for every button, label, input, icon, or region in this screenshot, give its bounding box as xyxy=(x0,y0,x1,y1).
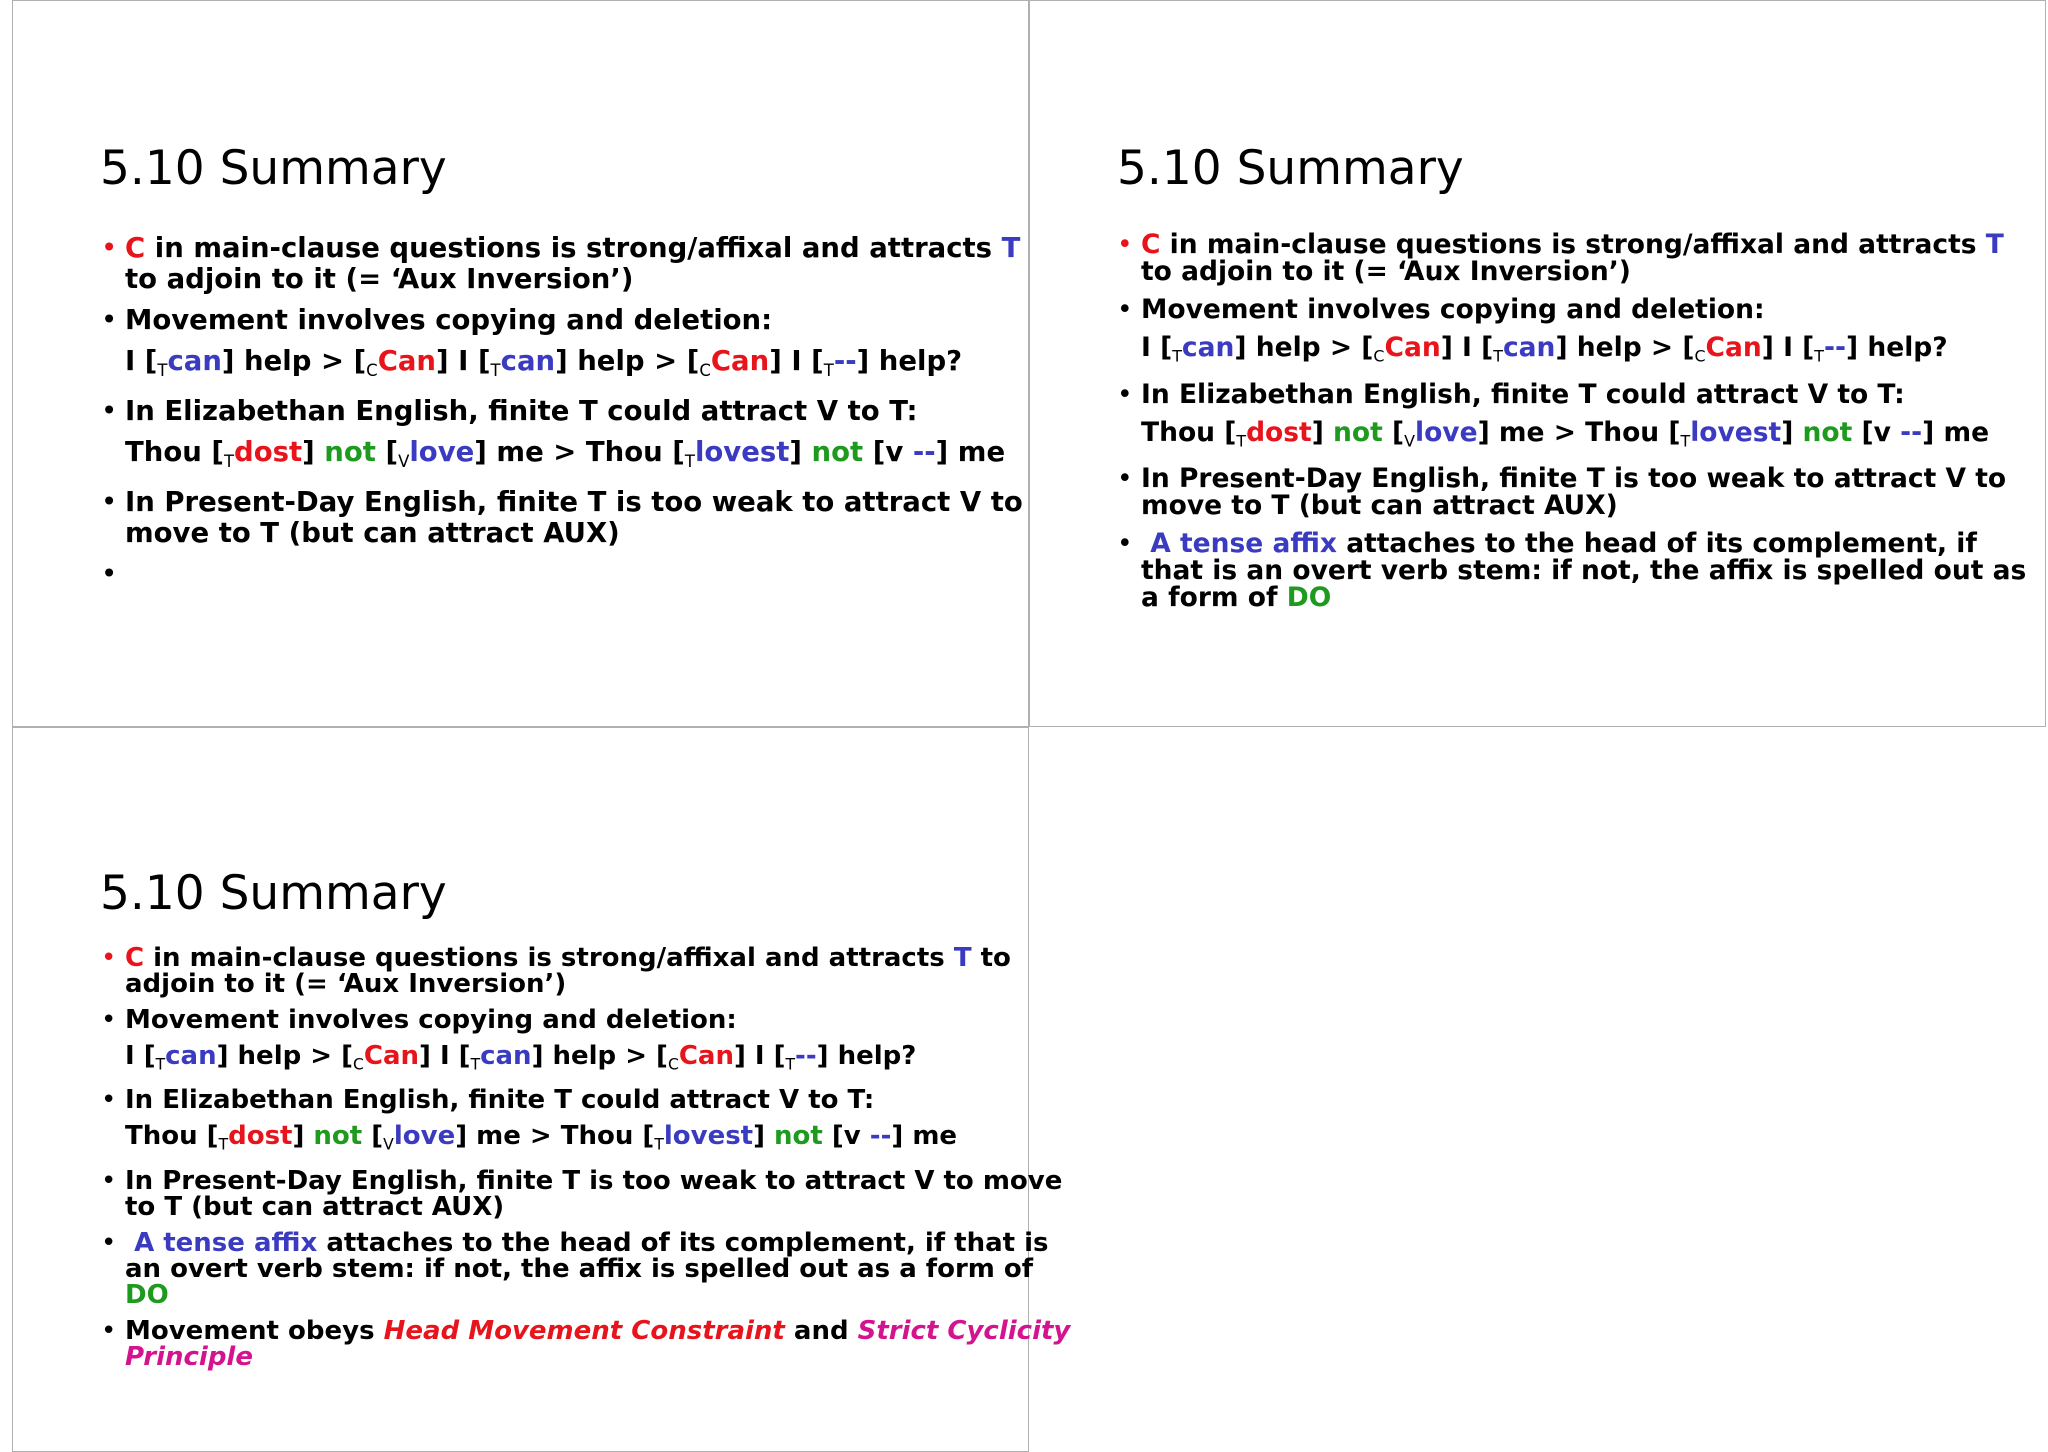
bullet-empty xyxy=(101,559,1023,590)
example-can-help: I $[_Tcan]$ help > $[_CCan]$ I $[_Tcan]$ help > $[_CCan]$ I $[_T--]$ help? xyxy=(1141,332,1948,366)
bullet-aux-inversion: • C in main-clause questions is strong/affixal and attracts T to adjoin to it (= ‘Aux Inversion’) xyxy=(101,945,1070,997)
slide-body xyxy=(101,233,1023,590)
example-can-help: I $[_Tcan]$ help > $[_CCan]$ I $[_Tcan]$ help > $[_CCan]$ I $[_T--]$ help? xyxy=(125,1041,917,1074)
slide-title: 5.10 Summary xyxy=(100,866,447,921)
bullet-movement: • Movement involves copying and deletion: xyxy=(101,305,1023,336)
bullet-movement-obeys: • Movement obeys Head Movement Constraint and Strict Cyclicity Principle xyxy=(101,1318,1070,1370)
bullet-movement: • Movement involves copying and deletion: xyxy=(101,1007,1070,1033)
t-label: T xyxy=(1001,232,1021,264)
bullet-movement: • Movement involves copying and deletion: xyxy=(1117,296,2026,323)
bullet-elizabethan: • In Elizabethan English, finite T could attract V to T: xyxy=(101,1087,1070,1113)
bullet-aux-inversion: • C in main-clause questions is strong/affixal and attracts T to adjoin to it (= ‘Aux Inversion’) xyxy=(1117,231,2026,285)
bullet-tense-affix: • A tense affix attaches to the head of its complement, if that is an overt verb stem: if not, the affix is spelled out as a form of DO xyxy=(101,1230,1070,1308)
c-label: C xyxy=(125,232,146,264)
bullet-text: in main-clause questions is strong/affixal and attracts xyxy=(145,232,1002,264)
slide-title: 5.10 Summary xyxy=(1117,141,1464,196)
bullet-present-day: • In Present-Day English, finite T is too weak to attract V to move to T (but can attract AUX) xyxy=(101,1168,1070,1220)
example-thou-dost: Thou $[_Tdost]$ not $[_Vlove]$ me > Thou $[_Tlovest]$ not [v --] me xyxy=(125,1121,958,1154)
example-thou-dost: Thou $[_Tdost]$ not $[_Vlove]$ me > Thou $[_Tlovest]$ not [v --] me xyxy=(125,435,1006,471)
slide-title: 5.10 Summary xyxy=(100,141,447,196)
slide-body xyxy=(1117,229,2027,614)
slide-2 xyxy=(1029,0,2046,727)
bullet-present-day: • In Present-Day English, finite T is too weak to attract V to move to T (but can attract AUX) xyxy=(101,487,1023,549)
example-thou-dost: Thou $[_Tdost]$ not $[_Vlove]$ me > Thou $[_Tlovest]$ not [v --] me xyxy=(1141,416,1990,451)
bullet-tense-affix: • A tense affix attaches to the head of its complement, if that is an overt verb stem: if not, the affix is spelled out as a form of DO xyxy=(1117,530,2026,611)
slide-3 xyxy=(12,727,1071,1452)
bullet-present-day: • In Present-Day English, finite T is too weak to attract V to move to T (but can attract AUX) xyxy=(1117,465,2026,519)
bullet-text-line2: to adjoin to it (= ‘Aux Inversion’) xyxy=(125,263,634,295)
bullet-aux-inversion xyxy=(101,233,1023,295)
bullet-elizabethan: • In Elizabethan English, finite T could attract V to T: xyxy=(101,396,1023,427)
slide-body xyxy=(101,945,1070,1370)
slide-1 xyxy=(12,0,1029,727)
bullet-elizabethan: • In Elizabethan English, finite T could attract V to T: xyxy=(1117,381,2026,408)
example-can-help: I $[_Tcan]$ help > $[_CCan]$ I $[_Tcan]$ help > $[_CCan]$ I $[_T--]$ help? xyxy=(125,345,963,380)
